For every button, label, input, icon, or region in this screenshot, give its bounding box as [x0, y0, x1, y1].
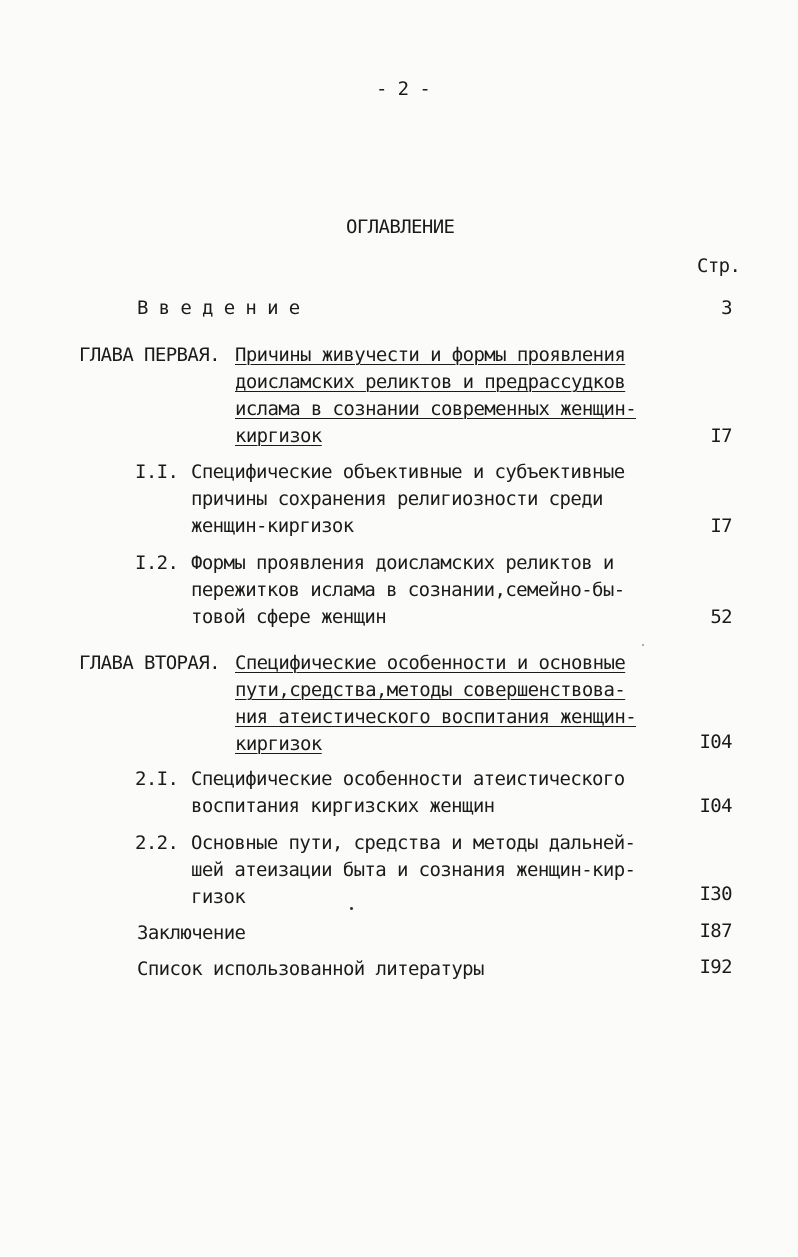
- toc-conclusion-page: I87: [699, 920, 732, 942]
- chapter-2-title-line: Специфические особенности и основные: [235, 652, 626, 674]
- chapter-1-title-line: доисламских реликтов и предрассудков: [235, 371, 626, 393]
- section-1-2-line: пережитков ислама в сознании,семейно-бы-: [191, 579, 625, 601]
- chapter-2-page: I04: [699, 731, 732, 753]
- toc-bibliography-page: I92: [699, 956, 732, 978]
- toc-bibliography-label: Список использованной литературы: [137, 958, 484, 980]
- section-1-2-line: товой сфере женщин: [191, 606, 387, 628]
- section-1-2-line: Формы проявления доисламских реликтов и: [191, 552, 614, 574]
- chapter-1-title-line: киргизок: [235, 425, 322, 447]
- section-1-2-number: I.2.: [135, 552, 179, 574]
- section-2-2-page: I30: [699, 883, 732, 905]
- section-2-2-line: Основные пути, средства и методы дальней-: [191, 832, 636, 854]
- chapter-1-page: I7: [710, 425, 732, 447]
- scan-speck: [642, 644, 644, 646]
- toc-conclusion-label: Заключение: [137, 922, 246, 944]
- chapter-2-label: ГЛАВА ВТОРАЯ.: [79, 652, 220, 674]
- page-title: ОГЛАВЛЕНИЕ: [346, 216, 455, 238]
- section-2-1-line: воспитания киргизских женщин: [191, 795, 495, 817]
- section-1-1-line: причины сохранения религиозности среди: [191, 488, 603, 510]
- section-2-2-line: шей атеизации быта и сознания женщин-кир-: [191, 859, 636, 881]
- page-number: - 2 -: [376, 78, 431, 100]
- section-1-2-page: 52: [710, 606, 732, 628]
- section-1-1-line: женщин-киргизок: [191, 515, 354, 537]
- page-column-label: Стр.: [697, 255, 741, 277]
- chapter-2-title-line: пути,средства,методы совершенствова-: [235, 679, 626, 701]
- section-1-1-number: I.I.: [135, 461, 179, 483]
- toc-intro-label: В в е д е н и е: [137, 297, 300, 319]
- chapter-1-label: ГЛАВА ПЕРВАЯ.: [79, 344, 220, 366]
- section-2-1-line: Специфические особенности атеистического: [191, 768, 625, 790]
- section-2-2-line: гизок: [191, 886, 246, 908]
- chapter-1-title-line: ислама в сознании современных женщин-: [235, 398, 637, 420]
- chapter-2-title-line: ния атеистического воспитания женщин-: [235, 706, 637, 728]
- section-1-1-page: I7: [710, 515, 732, 537]
- section-2-2-number: 2.2.: [135, 832, 179, 854]
- scan-speck: [350, 907, 353, 910]
- chapter-2-title-line: киргизок: [235, 733, 322, 755]
- section-1-1-line: Специфические объективные и субъективные: [191, 461, 625, 483]
- toc-intro-page: 3: [721, 297, 732, 319]
- section-2-1-number: 2.I.: [135, 768, 179, 790]
- section-2-1-page: I04: [699, 795, 732, 817]
- chapter-1-title-line: Причины живучести и формы проявления: [235, 344, 626, 366]
